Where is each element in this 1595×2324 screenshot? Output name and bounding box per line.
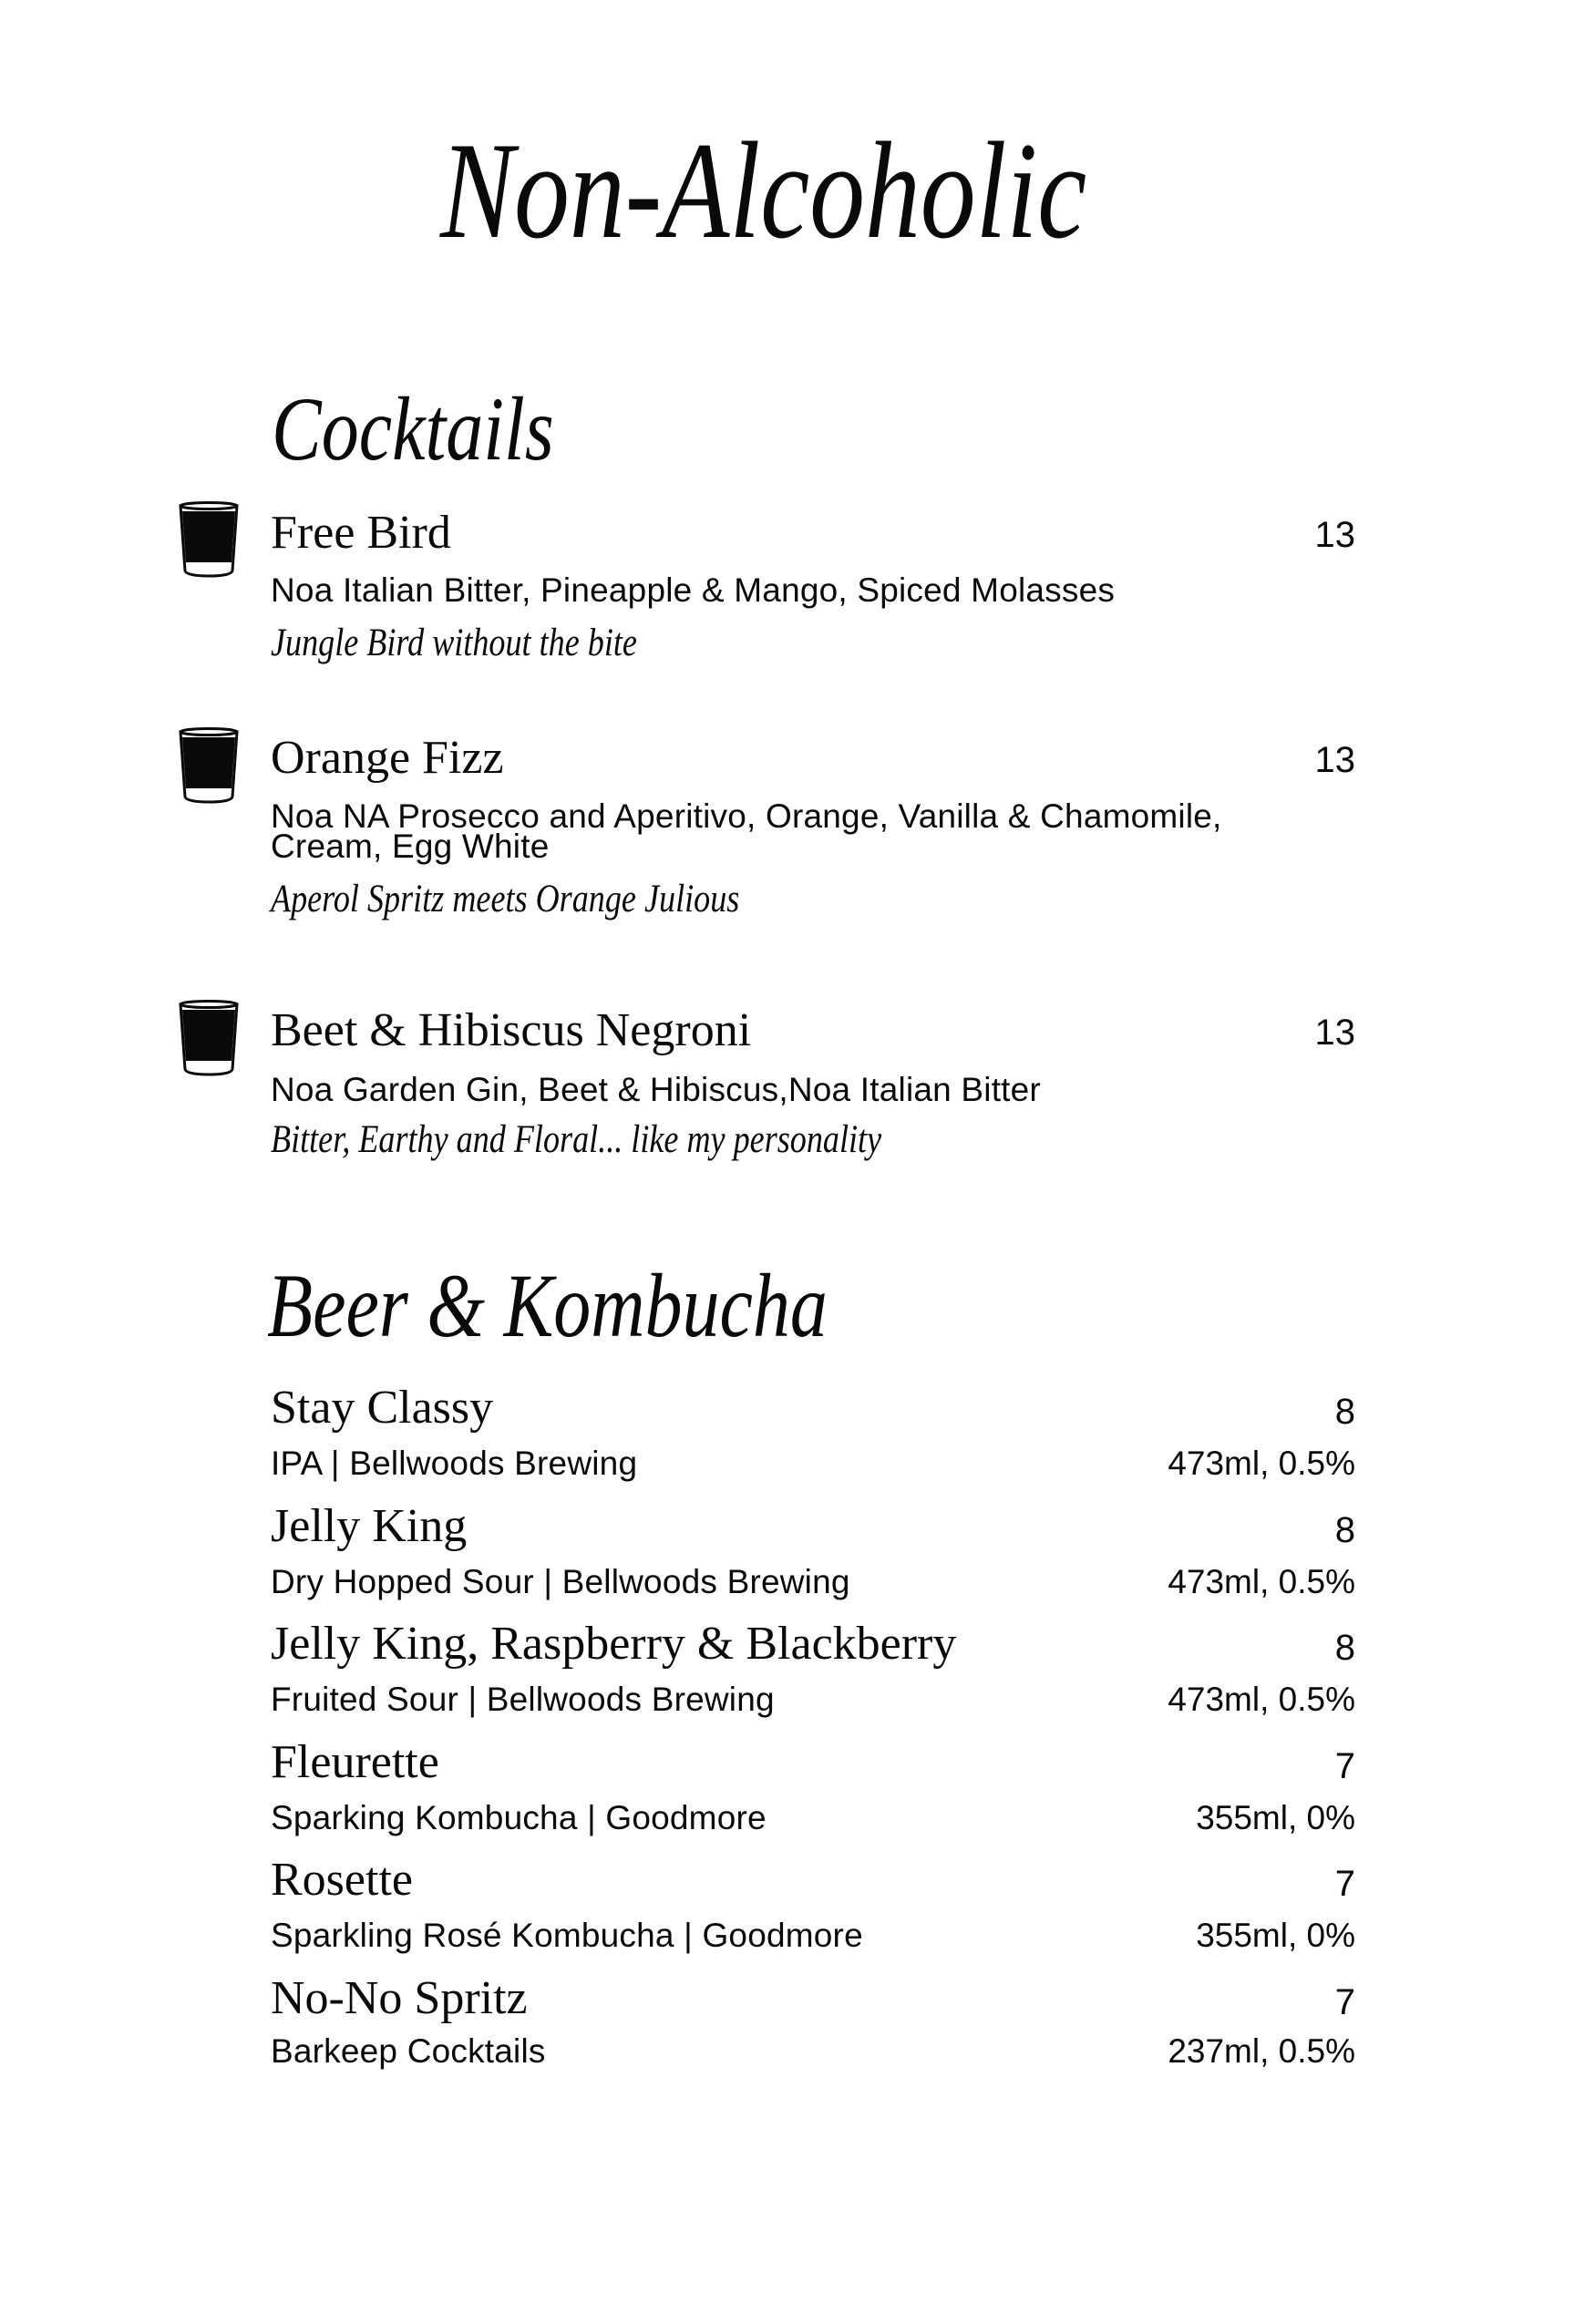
beer-price: 8 — [1334, 1510, 1355, 1550]
spritz-name: No-No Spritz — [271, 1972, 528, 2024]
beer-volume-abv: 473ml, 0.5% — [1168, 1445, 1355, 1482]
cocktail-tagline: Bitter, Earthy and Floral... like my personality — [271, 1118, 882, 1161]
cocktail-name: Beet & Hibiscus Negroni — [271, 1004, 752, 1056]
cocktail-description: Noa Garden Gin, Beet & Hibiscus,Noa Italian Bitter — [271, 1071, 1041, 1108]
beer-volume-abv: 473ml, 0.5% — [1168, 1563, 1355, 1600]
beer-volume-abv: 473ml, 0.5% — [1168, 1681, 1355, 1718]
kombucha-price: 7 — [1334, 1864, 1355, 1904]
section-heading-cocktails: Cocktails — [272, 378, 554, 479]
kombucha-volume-abv: 355ml, 0% — [1196, 1799, 1355, 1836]
section-heading-beer-kombucha: Beer & Kombucha — [267, 1255, 828, 1356]
cocktail-description: Noa NA Prosecco and Aperitivo, Orange, Vanilla & Chamomile, — [271, 797, 1222, 835]
spritz-style: Barkeep Cocktails — [271, 2032, 546, 2070]
kombucha-price: 7 — [1334, 1746, 1355, 1786]
cocktail-description: Noa Italian Bitter, Pineapple & Mango, Spiced Molasses — [271, 571, 1116, 609]
beer-price: 8 — [1334, 1628, 1355, 1668]
spritz-price: 7 — [1334, 1982, 1355, 2022]
cocktail-name: Free Bird — [271, 507, 451, 559]
cocktail-tagline: Aperol Spritz meets Orange Julious — [271, 878, 740, 920]
beer-style: IPA | Bellwoods Brewing — [271, 1445, 638, 1482]
cocktail-description-line-2: Cream, Egg White — [271, 828, 550, 865]
beer-style: Fruited Sour | Bellwoods Brewing — [271, 1681, 775, 1718]
cocktail-name: Orange Fizz — [271, 732, 504, 784]
rocks-glass-icon — [178, 727, 240, 804]
kombucha-style: Sparkling Rosé Kombucha | Goodmore — [271, 1917, 863, 1954]
spritz-volume-abv: 237ml, 0.5% — [1168, 2032, 1355, 2070]
kombucha-style: Sparking Kombucha | Goodmore — [271, 1799, 767, 1836]
beer-price: 8 — [1334, 1392, 1355, 1432]
rocks-glass-icon — [178, 1000, 240, 1076]
cocktail-price: 13 — [1314, 1013, 1355, 1053]
rocks-glass-icon — [178, 501, 240, 578]
beer-name: Jelly King, Raspberry & Blackberry — [271, 1618, 957, 1670]
beer-name: Jelly King — [271, 1500, 468, 1552]
page-title: Non-Alcoholic — [440, 114, 1087, 267]
kombucha-name: Rosette — [271, 1854, 413, 1906]
cocktail-price: 13 — [1314, 515, 1355, 555]
kombucha-name: Fleurette — [271, 1736, 439, 1788]
kombucha-volume-abv: 355ml, 0% — [1196, 1917, 1355, 1954]
cocktail-tagline: Jungle Bird without the bite — [271, 622, 637, 664]
beer-name: Stay Classy — [271, 1382, 494, 1434]
cocktail-price: 13 — [1314, 740, 1355, 780]
beer-style: Dry Hopped Sour | Bellwoods Brewing — [271, 1563, 850, 1600]
